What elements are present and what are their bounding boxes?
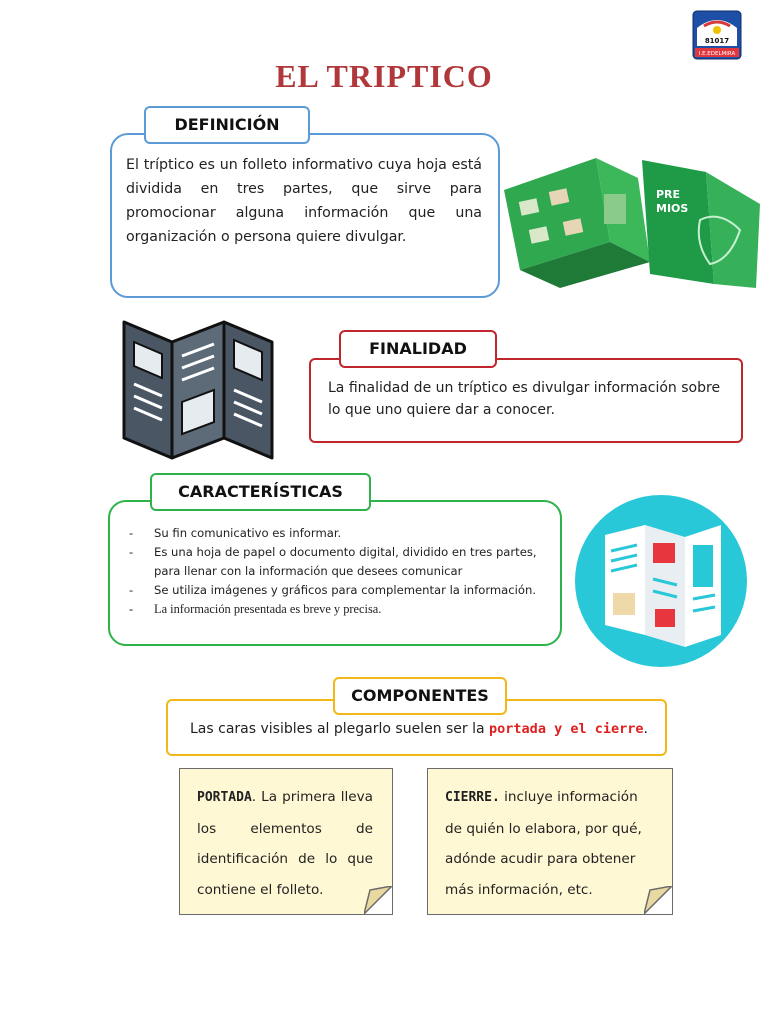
list-item: - Se utiliza imágenes y gráficos para complementar la información.: [124, 581, 554, 600]
folded-brochure-icon: [120, 318, 280, 463]
purpose-heading: FINALIDAD: [339, 330, 497, 368]
characteristics-heading: CARACTERÍSTICAS: [150, 473, 371, 511]
brochure-circle-icon: [575, 495, 747, 667]
list-item: - Es una hoja de papel o documento digital, dividido en tres partes, para llenar con la información que desees comunicar: [124, 543, 554, 581]
page-title: EL TRIPTICO: [275, 58, 493, 94]
components-text-end: .: [643, 721, 648, 737]
logo-school: I.E.EDELMIRA: [698, 51, 736, 57]
closing-description: incluye información de quién lo elabora, por qué, adónde acudir para obtener más información, etc.: [445, 789, 642, 898]
cover-label: PORTADA: [197, 790, 252, 805]
cover-note-text: [197, 782, 373, 905]
list-item: - La información presentada es breve y precisa.: [124, 600, 554, 619]
purpose-text: La finalidad de un tríptico es divulgar información sobre lo que uno quiere dar a conocer.: [328, 380, 721, 418]
svg-text:PRE: PRE: [656, 188, 681, 201]
svg-text:MIOS: MIOS: [656, 202, 689, 215]
characteristics-list: [124, 524, 554, 619]
cover-description: . La primera lleva los elementos de identificación de lo que contiene el folleto.: [197, 789, 373, 898]
definition-text: El tríptico es un folleto informativo cuya hoja está dividida en tres partes, que sirve para promocionar alguna información que una organización o persona quiere divulgar.: [126, 157, 482, 245]
components-text-start: Las caras visibles al plegarlo suelen ser la: [190, 721, 490, 737]
list-item: - Su fin comunicativo es informar.: [124, 524, 554, 543]
school-crest-icon: [692, 10, 742, 60]
closing-label: CIERRE.: [445, 790, 500, 805]
components-text: [190, 721, 660, 737]
logo-number: 81017: [704, 37, 730, 45]
components-heading: COMPONENTES: [333, 677, 507, 715]
definition-heading: DEFINICIÓN: [144, 106, 310, 144]
components-highlight: portada y el cierre: [489, 721, 644, 737]
green-brochure-photo: [500, 150, 762, 290]
closing-note-text: [445, 782, 657, 905]
